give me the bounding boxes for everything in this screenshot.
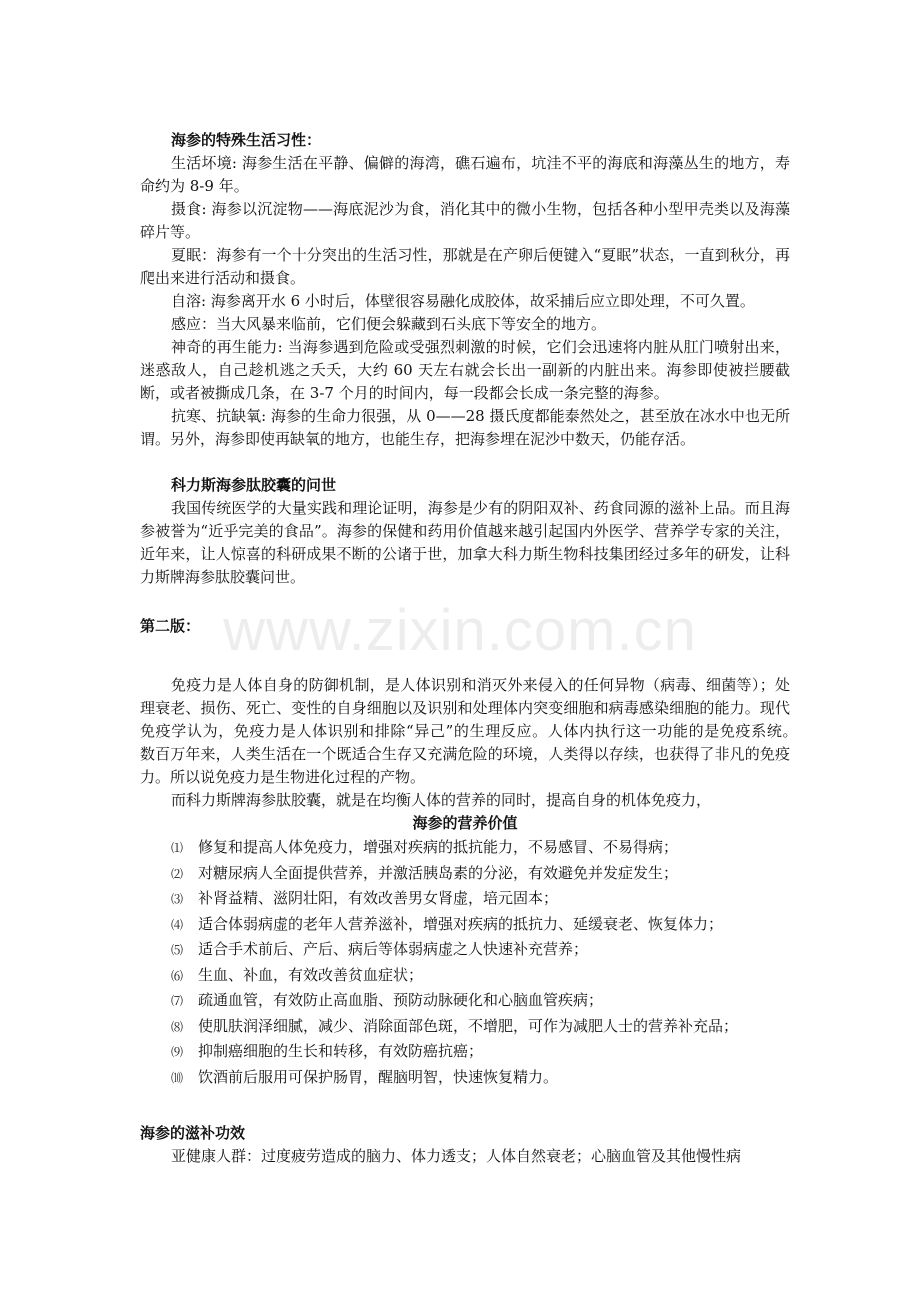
- section-heading-habits: 海参的特殊生活习性：: [171, 131, 322, 149]
- list-item-text: 使肌肤润泽细腻，减少、消除面部色斑，不增肥，可作为减肥人士的营养补充品；: [198, 1016, 739, 1035]
- list-number: ⑸: [171, 943, 184, 957]
- list-item-text: 饮酒前后服用可保护肠胃，醒脑明智，快速恢复精力。: [198, 1067, 559, 1086]
- list-item-text: 适合体弱病虚的老年人营养滋补，增强对疾病的抵抗力、延缓衰老、恢复体力；: [198, 914, 724, 933]
- paragraph-autolysis: 自溶: 海参离开水 6 小时后，体壁很容易融化成胶体，故采捕后应立即处理，不可久置。: [171, 292, 755, 310]
- subheading-nutrition-value: 海参的营养价值: [412, 814, 518, 832]
- list-number: ⑷: [171, 917, 184, 932]
- list-item: [171, 963, 790, 989]
- list-item: [171, 1039, 790, 1065]
- list-number: ⑴: [171, 841, 184, 855]
- spacer: [140, 1090, 790, 1122]
- paragraph-aestivation: 夏眠：海参有一个十分突出的生活习性，那就是在产卵后便键入“夏眠”状态，一直到秋分，再爬出来进行活动和摄食。: [140, 246, 790, 287]
- list-number: ⑵: [171, 866, 184, 881]
- list-number: ⑼: [171, 1045, 184, 1059]
- spacer: [140, 589, 790, 615]
- section-heading-tonic-effects: 海参的滋补功效: [140, 1124, 246, 1142]
- list-item-text: 生血、补血，有效改善贫血症状；: [198, 965, 424, 984]
- section-heading-capsule: 科力斯海参肽胶囊的问世: [171, 476, 337, 494]
- list-number: ⑺: [171, 994, 184, 1008]
- watermark: www.zixin.com.cn: [223, 598, 697, 663]
- list-item: [171, 988, 790, 1014]
- list-number: ⑹: [171, 968, 184, 983]
- list-number: ⑻: [171, 1019, 184, 1034]
- spacer: [140, 638, 790, 674]
- list-item-text: 补肾益精、滋阴壮阳，有效改善男女肾虚，培元固本；: [198, 889, 559, 907]
- list-item-text: 疏通血管，有效防止高血脂、预防动脉硬化和心脑血管疾病；: [198, 991, 604, 1009]
- list-item: [171, 1014, 790, 1040]
- paragraph-sub-health: 亚健康人群：过度疲劳造成的脑力、体力透支；人体自然衰老；心脑血管及其他慢性病: [171, 1147, 742, 1165]
- paragraph-cold-resistance: 抗寒、抗缺氧: 海参的生命力很强，从 0——28 摄氏度都能泰然处之，甚至放在冰水中也无所谓。另外，海参即使再缺氧的地方，也能生存，把海参埋在泥沙中数天，仍能存活。: [140, 407, 790, 448]
- paragraph-sensing: 感应：当大风暴来临前，它们便会躲藏到石头底下等安全的地方。: [171, 315, 607, 333]
- list-item-text: 对糖尿病人全面提供营养，并激活胰岛素的分泌，有效避免并发症发生；: [198, 863, 679, 882]
- paragraph-immunity-capsule: 而科力斯牌海参肽胶囊，就是在均衡人体的营养的同时，提高自身的机体免疫力，: [171, 791, 712, 809]
- nutrition-list: [140, 835, 790, 1090]
- paragraph-feeding: 摄食: 海参以沉淀物——海底泥沙为食，消化其中的微小生物，包括各种小型甲壳类以及海藻碎片等。: [140, 200, 790, 241]
- list-number: ⑽: [171, 1070, 184, 1085]
- list-item: [171, 886, 790, 912]
- paragraph-immunity: 免疫力是人体自身的防御机制，是人体识别和消灭外来侵入的任何异物（病毒、细菌等）；处理衰老、损伤、死亡、变性的自身细胞以及识别和处理体内突变细胞和病毒感染细胞的能力。现代免疫学认为，免疫力是人体识别和排除“异己”的生理反应。人体内执行这一功能的是免疫系统。 数百万年来，人类生活在一个既适合生存又充满危险的环境，人类得以存续，也获得了非凡的免疫力。所以说免疫力是生物进化过程的产物。: [140, 676, 806, 786]
- list-item: [171, 912, 790, 938]
- paragraph-regeneration: 神奇的再生能力: 当海参遇到危险或受强烈刺激的时候，它们会迅速将内脏从肛门喷射出来，迷惑敌人，自己趁机逃之夭夭，大约 60 天左右就会长出一副新的内脏出来。海参即使被拦腰截断，或者被撕成几条，在 3-7 个月的时间内，每一段都会长成一条完整的海参。: [140, 338, 790, 402]
- list-item-text: 适合手术前后、产后、病后等体弱病虚之人快速补充营养；: [198, 940, 589, 958]
- list-item: [171, 835, 790, 861]
- paragraph-environment: 生活坏境: 海参生活在平静、偏僻的海湾，礁石遍布，坑洼不平的海底和海藻丛生的地方，寿命约为 8-9 年。: [140, 154, 790, 195]
- list-item: [171, 1065, 790, 1091]
- paragraph-capsule: 我国传统医学的大量实践和理论证明，海参是少有的阴阳双补、药食同源的滋补上品。而且海参被誉为“近乎完美的食品”。海参的保健和药用价值越来越引起国内外医学、营养学专家的关注，近年来，让人惊喜的科研成果不断的公诸于世，加拿大科力斯生物科技集团经过多年的研发，让科力斯牌海参肽胶囊问世。: [140, 499, 790, 586]
- list-item-text: 修复和提高人体免疫力，增强对疾病的抵抗能力，不易感冒、不易得病；: [198, 838, 679, 856]
- section-heading-second-edition: 第二版：: [140, 617, 201, 635]
- spacer: [140, 451, 790, 474]
- list-item-text: 抑制癌细胞的生长和转移，有效防癌抗癌；: [198, 1042, 484, 1060]
- document-body: [140, 129, 806, 1168]
- list-item: [171, 937, 790, 963]
- list-number: ⑶: [171, 892, 184, 906]
- list-item: [171, 861, 790, 887]
